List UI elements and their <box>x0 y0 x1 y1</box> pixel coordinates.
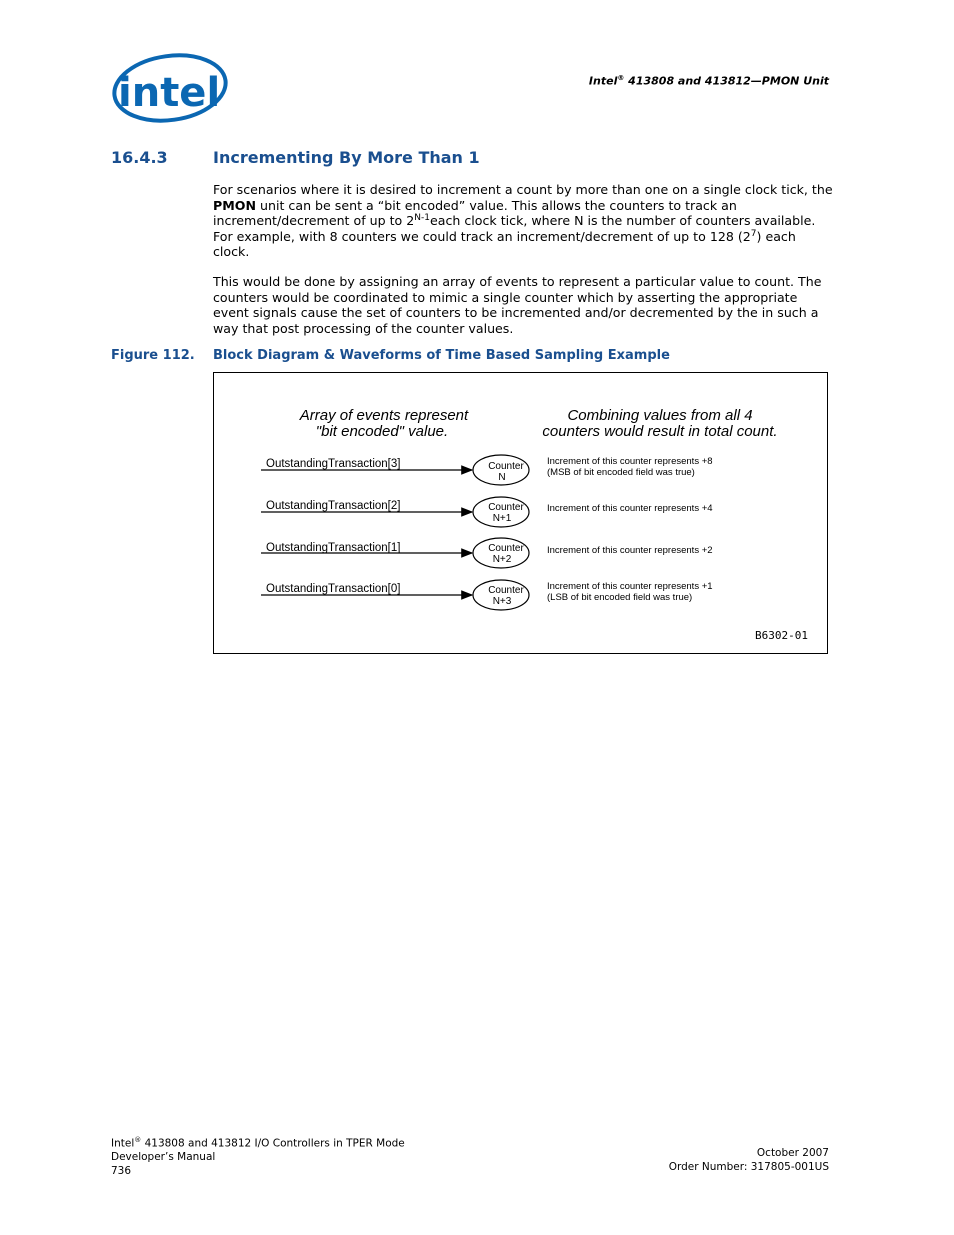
figure-number: Figure 112. <box>111 348 195 363</box>
counter-label-1-line1: Counter <box>488 502 524 513</box>
figure-diagram <box>213 372 828 654</box>
footer-order-number: Order Number: 317805-001US <box>668 1160 829 1173</box>
figure-id: B6302-01 <box>755 629 808 642</box>
row-1 <box>261 497 713 527</box>
figure-title: Block Diagram & Waveforms of Time Based Sampling Example <box>213 348 670 363</box>
left-heading-line2: "bit encoded" value. <box>315 423 449 440</box>
row-2 <box>261 538 713 568</box>
left-heading-line1: Array of events represent <box>299 407 469 424</box>
counter-desc-0-line2: (MSB of bit encoded field was true) <box>547 467 695 478</box>
counter-label-1-line2: N+1 <box>492 513 512 524</box>
counter-desc-0-line1: Increment of this counter represents +8 <box>547 456 713 467</box>
counter-label-0-line2: N <box>498 472 506 483</box>
counter-desc-3-line2: (LSB of bit encoded field was true) <box>547 592 693 603</box>
counter-label-0-line1: Counter <box>488 461 524 472</box>
footer-manual: Developer’s Manual <box>111 1151 216 1163</box>
right-heading-line1: Combining values from all 4 <box>567 407 753 424</box>
signal-label-2: OutstandingTransaction[1] <box>266 542 401 554</box>
counter-label-3-line2: N+3 <box>492 596 512 607</box>
signal-label-0: OutstandingTransaction[3] <box>266 458 401 470</box>
counter-label-2-line2: N+2 <box>492 554 512 565</box>
section-number: 16.4.3 <box>111 148 168 167</box>
row-3 <box>261 580 713 610</box>
running-header: Intel® 413808 and 413812—PMON Unit <box>588 74 829 88</box>
section-title: Incrementing By More Than 1 <box>213 148 480 167</box>
paragraph-2: This would be done by assigning an array of events to represent a particular value to count. The counters would be coordinated to mimic a single counter which by asserting the appropriate event signals cause the set of counters to be incremented and/or decremented by the in such a way that post processing of the counter values. <box>213 274 822 336</box>
counter-label-3-line1: Counter <box>488 585 524 596</box>
right-heading-line2: counters would result in total count. <box>542 423 778 440</box>
signal-label-1: OutstandingTransaction[2] <box>266 500 401 512</box>
counter-desc-2-line1: Increment of this counter represents +2 <box>547 545 713 556</box>
row-0 <box>261 455 713 485</box>
intel-logo <box>108 50 228 130</box>
counter-desc-3-line1: Increment of this counter represents +1 <box>547 581 713 592</box>
footer-right <box>669 1147 829 1174</box>
footer-product-line: Intel® 413808 and 413812 I/O Controllers in TPER Mode <box>111 1136 405 1150</box>
counter-label-2-line1: Counter <box>488 543 524 554</box>
intel-logo-text: intel <box>118 70 221 116</box>
counter-desc-1-line1: Increment of this counter represents +4 <box>547 503 713 514</box>
signal-label-3: OutstandingTransaction[0] <box>266 583 401 595</box>
footer-page-number: 736 <box>111 1164 132 1177</box>
footer-left <box>111 1134 405 1178</box>
footer-date: October 2007 <box>756 1147 829 1159</box>
paragraph-1: For scenarios where it is desired to increment a count by more than one on a single clock tick, the PMON unit can be sent a “bit encoded” value. This allows the counters to track an increment/decrement of up to $2^{N-1}each$ clock tick, where N is the number of counters available. For example, with 8 counters we could track an increment/decrement of up to 128 $(2^7)$ each clock. <box>213 182 833 259</box>
